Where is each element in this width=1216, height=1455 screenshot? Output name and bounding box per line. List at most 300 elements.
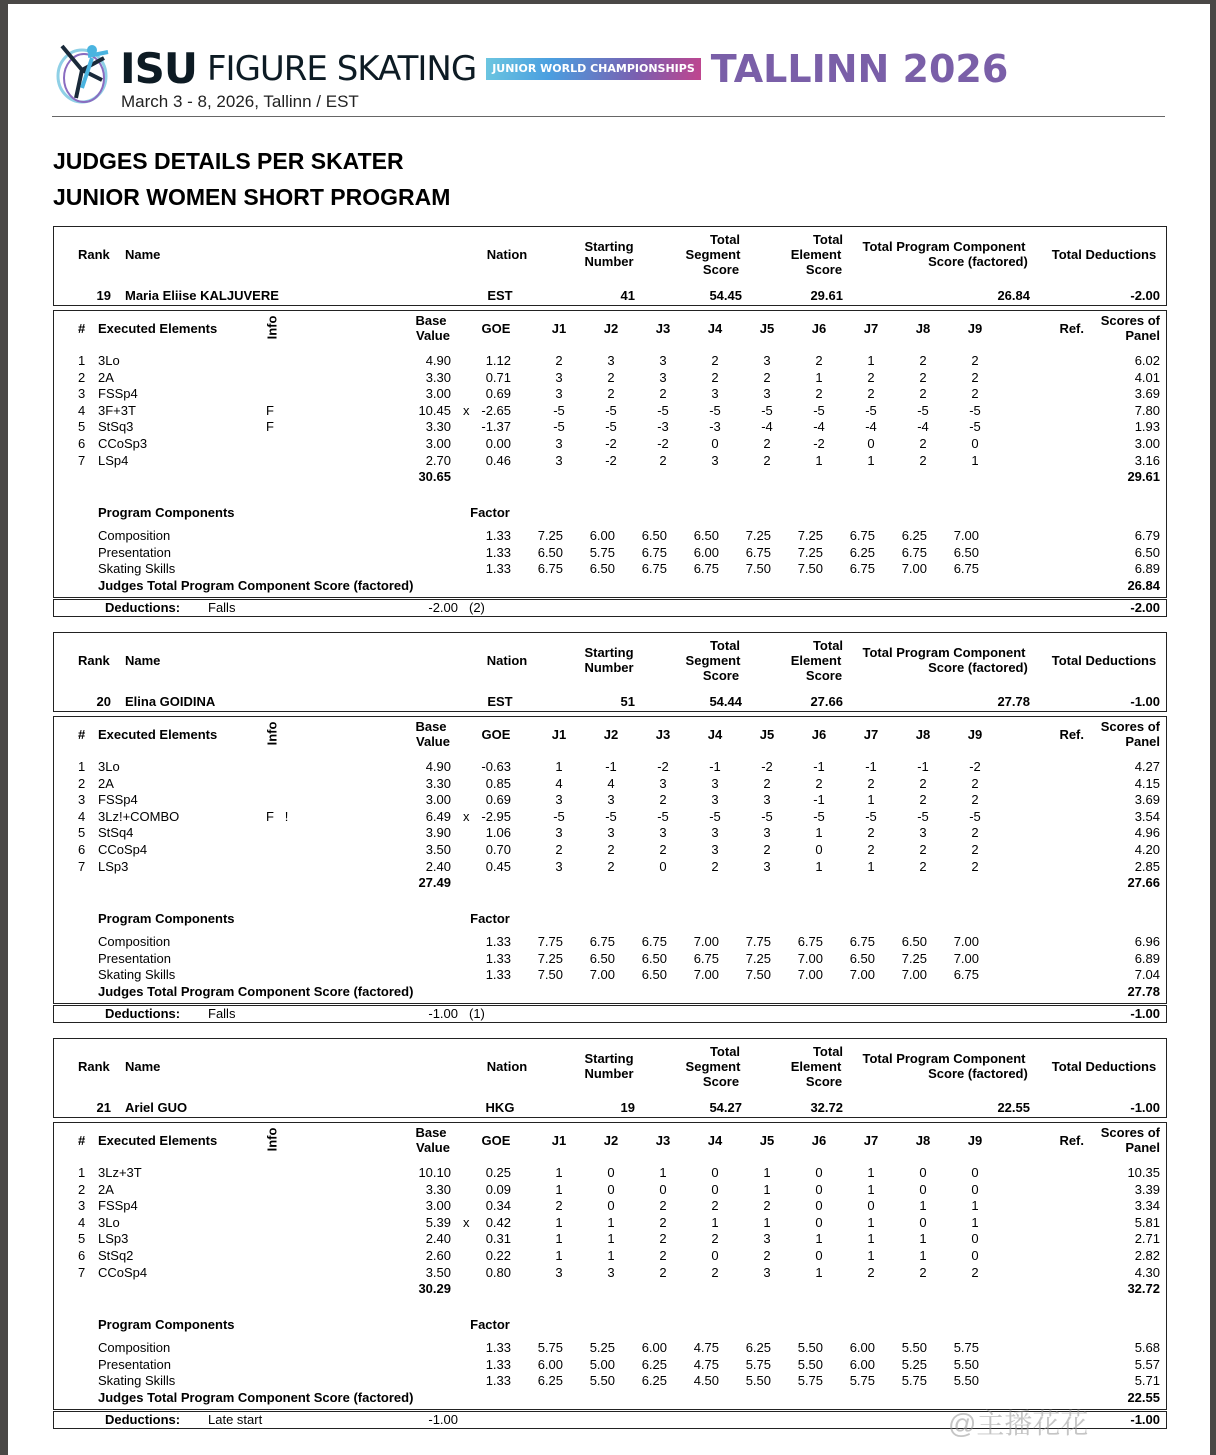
judge-component-score: 6.25 xyxy=(641,1356,667,1372)
judge-goe: -4 xyxy=(865,419,877,435)
element-number: 1 xyxy=(78,759,86,774)
judge-goe: 0 xyxy=(659,858,667,874)
total-element-score: 29.61 xyxy=(810,288,843,303)
watermark: @主播花花 xyxy=(948,1408,1089,1439)
element-base-value: 2.40 xyxy=(425,858,451,874)
judge-component-score: 6.00 xyxy=(537,1356,563,1372)
name-header: Name xyxy=(125,1059,161,1074)
judge-component-score: 6.75 xyxy=(901,544,927,560)
deduction-total: -1.00 xyxy=(1130,1006,1160,1021)
judge-goe: 3 xyxy=(711,792,719,808)
judge-goe: 0 xyxy=(867,1198,875,1214)
judge-goe: 2 xyxy=(919,1264,927,1280)
judge-component-score: 5.50 xyxy=(953,1356,979,1372)
info-header: Info xyxy=(264,1127,280,1152)
judge-goe: 3 xyxy=(711,775,719,791)
judge-goe: -5 xyxy=(969,419,981,435)
judge-component-score: 6.00 xyxy=(693,544,719,560)
judge-goe: 1 xyxy=(867,792,875,808)
element-goe: 0.80 xyxy=(485,1264,511,1280)
total-element-score: 32.72 xyxy=(810,1100,843,1115)
judge-goe: 0 xyxy=(971,1231,979,1247)
judge-component-score: 5.75 xyxy=(797,1373,823,1389)
element-panel-score: 3.00 xyxy=(1134,436,1160,451)
starting-header: Number xyxy=(584,660,634,675)
component-panel-score: 5.68 xyxy=(1134,1340,1160,1355)
tes-header: Total xyxy=(812,638,844,653)
tes-header: Element xyxy=(790,247,842,262)
judge-component-score: 5.75 xyxy=(589,544,615,560)
judge-goe: -5 xyxy=(969,808,981,824)
factor-header: Factor xyxy=(470,1317,510,1332)
tss-header: Segment xyxy=(685,653,741,668)
scores-of-panel-header: Scores of xyxy=(1100,719,1160,734)
judge-goe: 2 xyxy=(971,858,979,874)
judge-goe: 2 xyxy=(815,775,823,791)
scores-of-panel-header: Panel xyxy=(1125,328,1160,343)
judge-goe: -5 xyxy=(813,808,825,824)
judge-header: J3 xyxy=(655,727,671,742)
element-number: 4 xyxy=(78,808,86,824)
judge-goe: 1 xyxy=(919,1231,927,1247)
judge-component-score: 6.25 xyxy=(901,528,927,543)
deduction-total: -2.00 xyxy=(1130,600,1160,615)
judge-component-score: 5.50 xyxy=(797,1356,823,1372)
judge-goe: 2 xyxy=(867,1264,875,1280)
element-goe: 0.71 xyxy=(485,369,511,385)
judge-goe: -2 xyxy=(813,436,825,451)
judge-goe: 3 xyxy=(659,775,667,791)
element-number: 6 xyxy=(78,436,86,451)
name-header: Name xyxy=(125,247,161,262)
judge-header: J7 xyxy=(863,727,879,742)
judge-goe: 1 xyxy=(971,1214,979,1230)
element-panel-score: 1.93 xyxy=(1134,419,1160,435)
judge-goe: 0 xyxy=(815,1214,823,1230)
element-base-value: 3.00 xyxy=(425,436,451,451)
element-number: 3 xyxy=(78,386,86,402)
judge-component-score: 7.00 xyxy=(797,950,823,966)
executed-elements-header: Executed Elements xyxy=(98,727,218,742)
element-info: F xyxy=(266,419,274,435)
judges-total-pcs-label: Judges Total Program Component Score (factored) xyxy=(98,1390,414,1405)
judge-goe: 1 xyxy=(867,353,875,368)
element-panel-score: 3.34 xyxy=(1134,1198,1160,1214)
judge-goe: -5 xyxy=(605,419,617,435)
element-number: 1 xyxy=(78,353,86,368)
executed-elements-header: Executed Elements xyxy=(98,321,218,336)
judge-goe: 0 xyxy=(971,1181,979,1197)
component-factor: 1.33 xyxy=(485,544,511,560)
results-page xyxy=(8,4,1210,1455)
component-name: Composition xyxy=(98,528,171,543)
skater-block xyxy=(0,226,1216,626)
element-name: FSSp4 xyxy=(98,386,138,402)
judge-goe: 1 xyxy=(815,1231,823,1247)
skater-block xyxy=(0,632,1216,1032)
element-goe: 1.12 xyxy=(485,353,511,368)
judge-goe: 0 xyxy=(607,1165,615,1180)
header-divider xyxy=(52,116,1165,117)
judge-goe: 1 xyxy=(555,1214,563,1230)
element-base-value: 3.00 xyxy=(425,386,451,402)
judge-component-score: 6.75 xyxy=(953,561,979,577)
judge-goe: 1 xyxy=(763,1214,771,1230)
total-pcs: 27.78 xyxy=(997,694,1030,709)
program-components-header: Program Components xyxy=(98,505,235,520)
element-goe: -0.63 xyxy=(481,759,511,774)
deductions-header: Total Deductions xyxy=(1051,1059,1157,1074)
element-number: 4 xyxy=(78,402,86,418)
element-goe: -2.65 xyxy=(481,402,511,418)
element-goe: 0.46 xyxy=(485,452,511,468)
judge-goe: -1 xyxy=(605,759,617,774)
judge-header: J5 xyxy=(759,727,775,742)
judge-goe: 0 xyxy=(711,1165,719,1180)
base-value-total: 27.49 xyxy=(418,875,451,890)
judge-goe: 1 xyxy=(711,1214,719,1230)
element-info: F xyxy=(266,402,274,418)
nation-header: Nation xyxy=(486,653,528,668)
judge-goe: 0 xyxy=(919,1214,927,1230)
element-base-value: 3.00 xyxy=(425,1198,451,1214)
element-goe: 0.45 xyxy=(485,858,511,874)
element-panel-score: 4.27 xyxy=(1134,759,1160,774)
judge-goe: -5 xyxy=(709,808,721,824)
skater-name: Elina GOIDINA xyxy=(125,694,216,709)
judge-goe: 1 xyxy=(815,825,823,841)
judge-component-score: 7.00 xyxy=(901,967,927,983)
judge-component-score: 6.50 xyxy=(693,528,719,543)
element-number: 2 xyxy=(78,1181,86,1197)
judge-goe: 2 xyxy=(763,1248,771,1263)
judge-goe: 2 xyxy=(555,842,563,857)
pcs-header: Score (factored) xyxy=(928,254,1028,269)
component-factor: 1.33 xyxy=(485,950,511,966)
judge-goe: 2 xyxy=(711,1264,719,1280)
skater-name: Ariel GUO xyxy=(125,1100,188,1115)
base-value-header: Base xyxy=(415,719,447,734)
goe-header: GOE xyxy=(481,1133,511,1148)
judge-header: J3 xyxy=(655,1133,671,1148)
base-value-header: Value xyxy=(416,734,450,749)
judge-component-score: 6.50 xyxy=(641,950,667,966)
judge-goe: 2 xyxy=(971,842,979,857)
element-goe: 0.22 xyxy=(485,1248,511,1263)
tss-header: Segment xyxy=(685,247,741,262)
element-name: LSp3 xyxy=(98,858,129,874)
element-panel-score: 3.54 xyxy=(1134,808,1160,824)
judge-component-score: 5.25 xyxy=(901,1356,927,1372)
skater-rank: 19 xyxy=(96,288,111,303)
judge-goe: 0 xyxy=(971,1248,979,1263)
judge-component-score: 5.75 xyxy=(537,1340,563,1355)
judge-goe: 2 xyxy=(763,369,771,385)
component-name: Composition xyxy=(98,1340,171,1355)
judge-goe: -2 xyxy=(657,759,669,774)
judge-component-score: 7.25 xyxy=(537,950,563,966)
element-name: CCoSp4 xyxy=(98,1264,148,1280)
judge-goe: 1 xyxy=(919,1198,927,1214)
judge-header: J2 xyxy=(603,321,619,336)
page-title: JUDGES DETAILS PER SKATER xyxy=(53,148,404,174)
judge-component-score: 7.00 xyxy=(849,967,875,983)
judge-goe: 2 xyxy=(919,386,927,402)
element-x-bonus: x xyxy=(463,1214,470,1230)
judge-goe: 3 xyxy=(763,1264,771,1280)
judge-component-score: 6.50 xyxy=(953,544,979,560)
judge-goe: -2 xyxy=(605,452,617,468)
judge-goe: 2 xyxy=(867,775,875,791)
judge-component-score: 6.75 xyxy=(537,561,563,577)
tss-header: Score xyxy=(702,262,740,277)
judge-component-score: 6.50 xyxy=(641,967,667,983)
judge-header: J7 xyxy=(863,1133,879,1148)
goe-header: GOE xyxy=(481,321,511,336)
judge-header: J1 xyxy=(551,321,567,336)
tss-header: Score xyxy=(702,668,740,683)
component-name: Presentation xyxy=(98,950,171,966)
judge-component-score: 5.75 xyxy=(953,1340,979,1355)
judge-goe: 3 xyxy=(659,369,667,385)
judge-header: J8 xyxy=(915,321,931,336)
element-base-value: 3.90 xyxy=(425,825,451,841)
total-pcs: 26.84 xyxy=(997,288,1030,303)
pcs-header: Total Program Component xyxy=(862,1051,1026,1066)
judge-goe: -4 xyxy=(917,419,929,435)
element-base-value: 10.10 xyxy=(418,1165,451,1180)
judge-header: J3 xyxy=(655,321,671,336)
judge-goe: 1 xyxy=(555,1248,563,1263)
total-element-score: 27.66 xyxy=(810,694,843,709)
judge-goe: 3 xyxy=(711,452,719,468)
judge-component-score: 5.00 xyxy=(589,1356,615,1372)
judge-goe: 1 xyxy=(607,1248,615,1263)
judge-goe: 2 xyxy=(919,452,927,468)
deduction-value: -1.00 xyxy=(428,1006,458,1021)
judge-header: J6 xyxy=(811,1133,827,1148)
tss-header: Score xyxy=(702,1074,740,1089)
element-name: 3Lz!+COMBO xyxy=(98,808,180,824)
judge-component-score: 7.00 xyxy=(953,950,979,966)
judge-goe: -1 xyxy=(865,759,877,774)
judge-goe: 0 xyxy=(711,436,719,451)
tes-header: Score xyxy=(805,668,843,683)
judge-goe: 0 xyxy=(919,1165,927,1180)
element-name: 3F+3T xyxy=(98,402,136,418)
element-goe: 0.70 xyxy=(485,842,511,857)
judge-goe: 1 xyxy=(971,452,979,468)
skater-name: Maria Eliise KALJUVERE xyxy=(125,288,279,303)
judge-goe: 1 xyxy=(867,858,875,874)
element-name: StSq2 xyxy=(98,1248,134,1263)
judge-goe: 1 xyxy=(867,452,875,468)
element-goe: -1.37 xyxy=(481,419,511,435)
judge-component-score: 7.25 xyxy=(797,528,823,543)
element-name: FSSp4 xyxy=(98,1198,138,1214)
component-panel-score: 5.57 xyxy=(1134,1356,1160,1372)
judge-goe: 1 xyxy=(867,1248,875,1263)
scores-of-panel-header: Panel xyxy=(1125,734,1160,749)
tss-header: Total xyxy=(709,1044,741,1059)
judge-header: J8 xyxy=(915,727,931,742)
judge-goe: 2 xyxy=(555,1198,563,1214)
judge-goe: 3 xyxy=(555,452,563,468)
judge-goe: 3 xyxy=(555,858,563,874)
ref-header: Ref. xyxy=(1059,727,1084,742)
judge-component-score: 7.50 xyxy=(797,561,823,577)
component-factor: 1.33 xyxy=(485,528,511,543)
element-goe: 0.25 xyxy=(485,1165,511,1180)
element-x-bonus: x xyxy=(463,808,470,824)
judge-goe: 3 xyxy=(607,792,615,808)
judge-header: J7 xyxy=(863,321,879,336)
element-score-total: 27.66 xyxy=(1127,875,1160,890)
base-value-header: Value xyxy=(416,328,450,343)
component-factor: 1.33 xyxy=(485,1373,511,1389)
judge-goe: -5 xyxy=(865,402,877,418)
judge-goe: 1 xyxy=(659,1165,667,1180)
pcs-header: Score (factored) xyxy=(928,1066,1028,1081)
name-header: Name xyxy=(125,653,161,668)
judge-component-score: 7.00 xyxy=(693,967,719,983)
base-value-header: Base xyxy=(415,1125,447,1140)
judge-component-score: 6.75 xyxy=(641,561,667,577)
element-panel-score: 2.85 xyxy=(1134,858,1160,874)
judge-goe: 3 xyxy=(659,825,667,841)
starting-number: 51 xyxy=(620,694,635,709)
number-header: # xyxy=(78,1133,86,1148)
element-base-value: 3.30 xyxy=(425,369,451,385)
component-name: Skating Skills xyxy=(98,561,176,577)
judge-header: J2 xyxy=(603,1133,619,1148)
factor-header: Factor xyxy=(470,505,510,520)
component-name: Presentation xyxy=(98,544,171,560)
judge-component-score: 5.75 xyxy=(901,1373,927,1389)
judge-component-score: 6.75 xyxy=(953,967,979,983)
judge-goe: 2 xyxy=(919,858,927,874)
judge-goe: -2 xyxy=(969,759,981,774)
judge-component-score: 5.50 xyxy=(953,1373,979,1389)
component-panel-score: 6.89 xyxy=(1134,561,1160,577)
total-deductions: -1.00 xyxy=(1130,694,1160,709)
judge-component-score: 6.75 xyxy=(745,544,771,560)
judge-goe: 2 xyxy=(659,842,667,857)
judge-goe: 2 xyxy=(867,369,875,385)
judge-component-score: 6.50 xyxy=(589,950,615,966)
number-header: # xyxy=(78,321,86,336)
element-number: 5 xyxy=(78,825,86,841)
total-segment-score: 54.45 xyxy=(709,288,742,303)
judge-header: J4 xyxy=(707,1133,723,1148)
judge-goe: 0 xyxy=(971,436,979,451)
skater-rank: 20 xyxy=(96,694,111,709)
judge-goe: 2 xyxy=(711,1231,719,1247)
element-number: 2 xyxy=(78,775,86,791)
tes-header: Total xyxy=(812,232,844,247)
judge-goe: 3 xyxy=(555,436,563,451)
factor-header: Factor xyxy=(470,911,510,926)
judge-component-score: 4.50 xyxy=(693,1373,719,1389)
judge-goe: 1 xyxy=(607,1214,615,1230)
judge-goe: -2 xyxy=(761,759,773,774)
judge-goe: 1 xyxy=(867,1165,875,1180)
starting-header: Starting xyxy=(584,239,634,254)
element-base-value: 3.30 xyxy=(425,419,451,435)
judge-header: J1 xyxy=(551,727,567,742)
element-panel-score: 4.01 xyxy=(1134,369,1160,385)
element-panel-score: 2.82 xyxy=(1134,1248,1160,1263)
judge-goe: 2 xyxy=(815,353,823,368)
element-number: 3 xyxy=(78,1198,86,1214)
judge-header: J9 xyxy=(967,1133,983,1148)
judge-component-score: 7.25 xyxy=(745,950,771,966)
tes-header: Total xyxy=(812,1044,844,1059)
judge-component-score: 5.25 xyxy=(589,1340,615,1355)
skater-nation: EST xyxy=(487,694,513,709)
judge-goe: 1 xyxy=(815,1264,823,1280)
judge-goe: -3 xyxy=(709,419,721,435)
judge-component-score: 5.50 xyxy=(589,1373,615,1389)
judge-goe: 1 xyxy=(867,1214,875,1230)
judge-goe: 0 xyxy=(711,1248,719,1263)
judge-goe: 1 xyxy=(607,1231,615,1247)
element-number: 3 xyxy=(78,792,86,808)
judge-goe: -5 xyxy=(553,808,565,824)
element-base-value: 3.50 xyxy=(425,842,451,857)
element-base-value: 4.90 xyxy=(425,759,451,774)
judge-goe: 3 xyxy=(659,353,667,368)
judge-goe: 4 xyxy=(555,775,563,791)
element-base-value: 6.49 xyxy=(425,808,451,824)
judge-goe: 1 xyxy=(919,1248,927,1263)
judge-goe: 2 xyxy=(919,842,927,857)
nation-header: Nation xyxy=(486,1059,528,1074)
judge-component-score: 7.00 xyxy=(901,561,927,577)
judges-total-pcs-label: Judges Total Program Component Score (factored) xyxy=(98,578,414,593)
skater-nation: EST xyxy=(487,288,513,303)
judge-component-score: 6.75 xyxy=(849,934,875,949)
judge-goe: -5 xyxy=(761,808,773,824)
judge-component-score: 7.00 xyxy=(797,967,823,983)
element-number: 7 xyxy=(78,452,86,468)
judge-goe: 2 xyxy=(607,842,615,857)
component-panel-score: 6.50 xyxy=(1134,544,1160,560)
base-value-total: 30.65 xyxy=(418,469,451,484)
judge-goe: 1 xyxy=(815,369,823,385)
element-panel-score: 3.69 xyxy=(1134,386,1160,402)
judge-goe: 1 xyxy=(555,1165,563,1180)
judge-goe: -5 xyxy=(605,808,617,824)
judge-goe: 2 xyxy=(867,386,875,402)
judge-component-score: 7.50 xyxy=(745,561,771,577)
starting-header: Number xyxy=(584,1066,634,1081)
judge-goe: 2 xyxy=(971,775,979,791)
judge-component-score: 7.50 xyxy=(537,967,563,983)
total-deductions: -2.00 xyxy=(1130,288,1160,303)
judge-goe: 0 xyxy=(815,1165,823,1180)
element-goe: 1.06 xyxy=(485,825,511,841)
skater-logo-icon xyxy=(52,40,114,106)
judge-goe: -5 xyxy=(605,402,617,418)
tes-header: Score xyxy=(805,262,843,277)
component-factor: 1.33 xyxy=(485,1340,511,1355)
element-goe: 0.42 xyxy=(485,1214,511,1230)
pcs-header: Score (factored) xyxy=(928,660,1028,675)
judge-goe: 3 xyxy=(711,386,719,402)
element-goe: 0.69 xyxy=(485,792,511,808)
rank-header: Rank xyxy=(78,1059,110,1074)
